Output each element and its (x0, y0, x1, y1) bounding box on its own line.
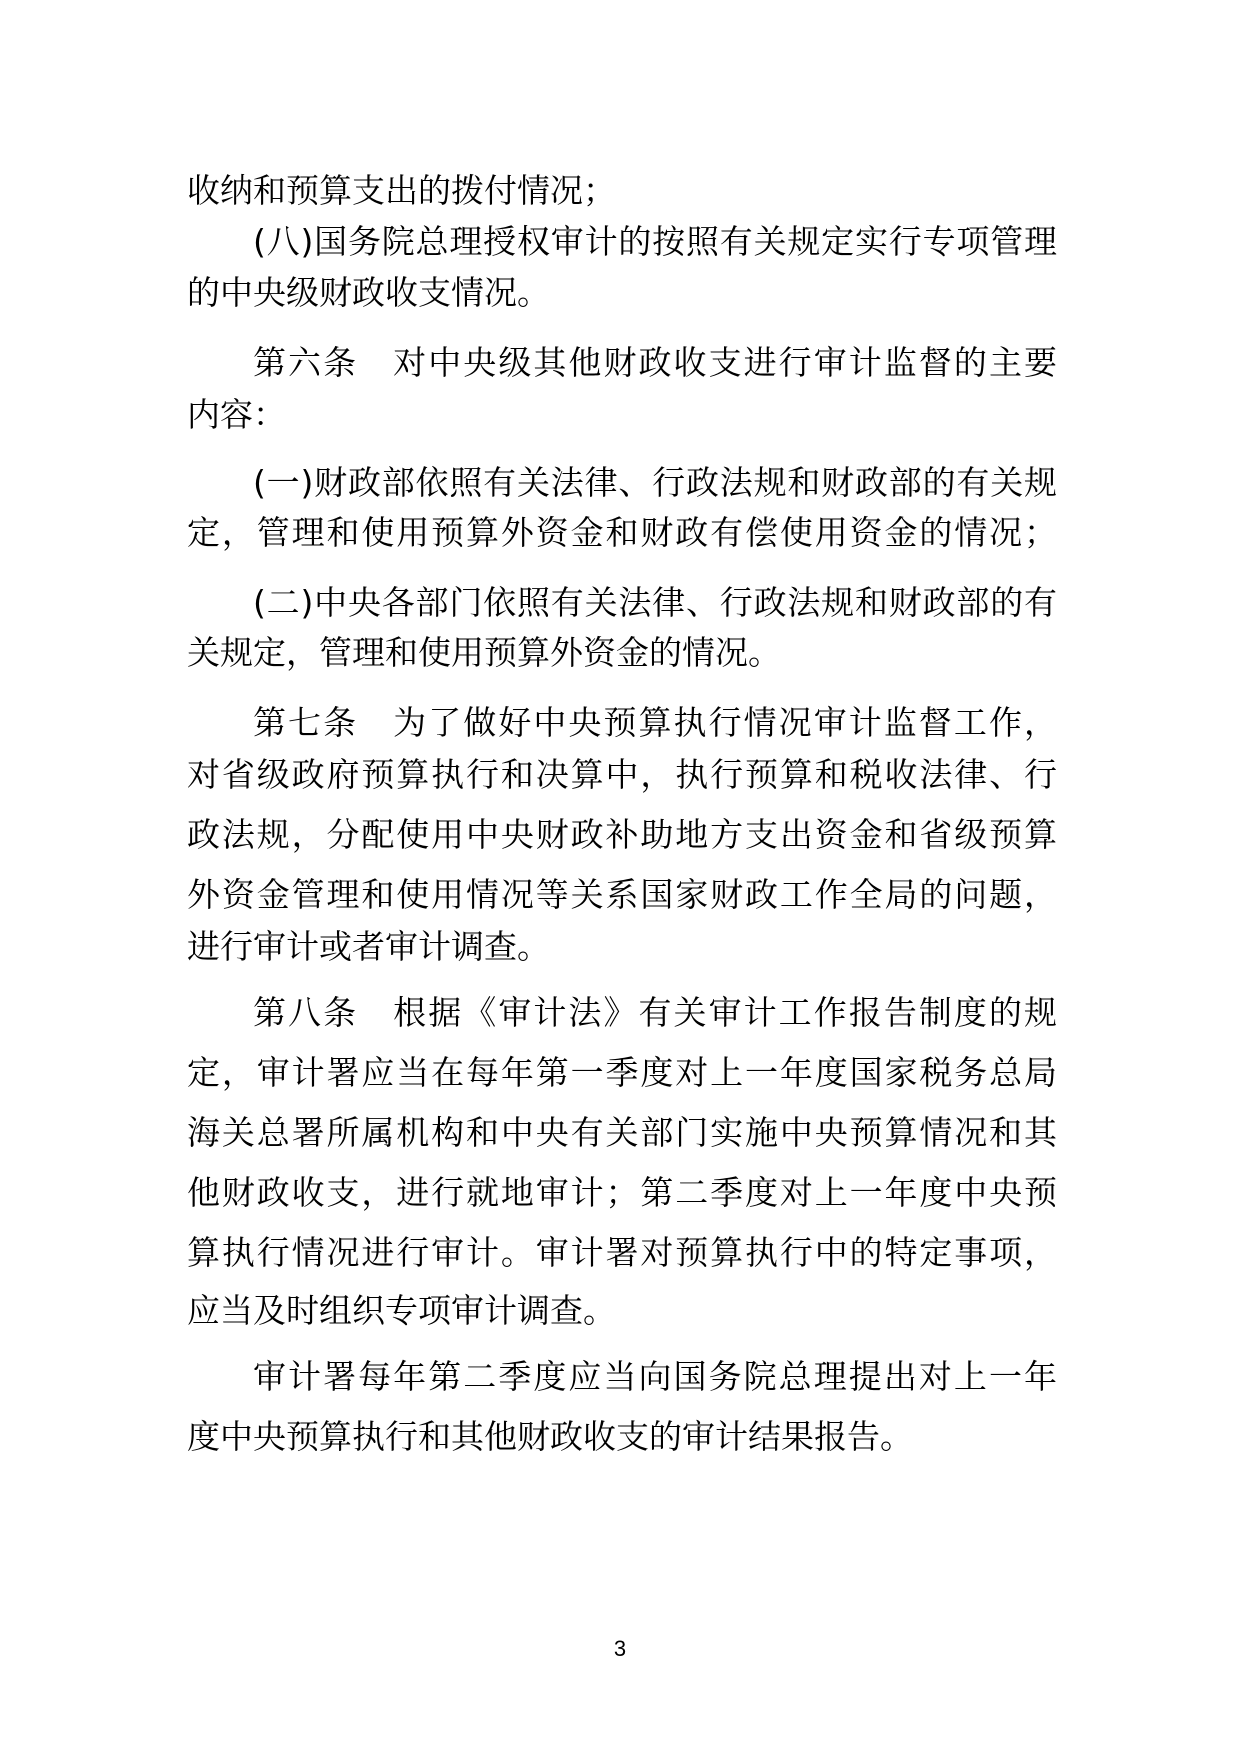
text-line: 算执行情况进行审计。审计署对预算执行中的特定事项， (187, 1233, 1057, 1272)
text-line: 应当及时组织专项审计调查。 (187, 1291, 616, 1330)
text-line: (一)财政部依照有关法律、行政法规和财政部的有关规 (253, 463, 1057, 502)
text-line: 海关总署所属机构和中央有关部门实施中央预算情况和其 (187, 1113, 1057, 1152)
text-line: (二)中央各部门依照有关法律、行政法规和财政部的有 (253, 583, 1057, 622)
text-line: 对省级政府预算执行和决算中，执行预算和税收法律、行 (187, 755, 1057, 794)
text-line: 外资金管理和使用情况等关系国家财政工作全局的问题， (187, 875, 1057, 914)
text-line: 第六条 对中央级其他财政收支进行审计监督的主要 (253, 343, 1057, 382)
text-line: 进行审计或者审计调查。 (187, 927, 550, 966)
text-line: (八)国务院总理授权审计的按照有关规定实行专项管理 (253, 222, 1057, 261)
text-line: 第七条 为了做好中央预算执行情况审计监督工作， (253, 703, 1057, 742)
text-line: 定，管理和使用预算外资金和财政有偿使用资金的情况； (187, 513, 1057, 552)
text-line: 的中央级财政收支情况。 (187, 273, 550, 312)
text-line: 第八条 根据《审计法》有关审计工作报告制度的规 (253, 993, 1057, 1032)
text-line: 关规定，管理和使用预算外资金的情况。 (187, 633, 781, 672)
text-line: 政法规，分配使用中央财政补助地方支出资金和省级预算 (187, 815, 1057, 854)
text-line: 收纳和预算支出的拨付情况； (187, 171, 616, 210)
text-line: 度中央预算执行和其他财政收支的审计结果报告。 (187, 1417, 913, 1456)
page-number: 3 (613, 1636, 627, 1661)
text-line: 内容： (187, 395, 286, 434)
text-line: 定，审计署应当在每年第一季度对上一年度国家税务总局 (187, 1053, 1057, 1092)
text-line: 审计署每年第二季度应当向国务院总理提出对上一年 (253, 1357, 1057, 1396)
text-line: 他财政收支，进行就地审计；第二季度对上一年度中央预 (187, 1173, 1057, 1212)
